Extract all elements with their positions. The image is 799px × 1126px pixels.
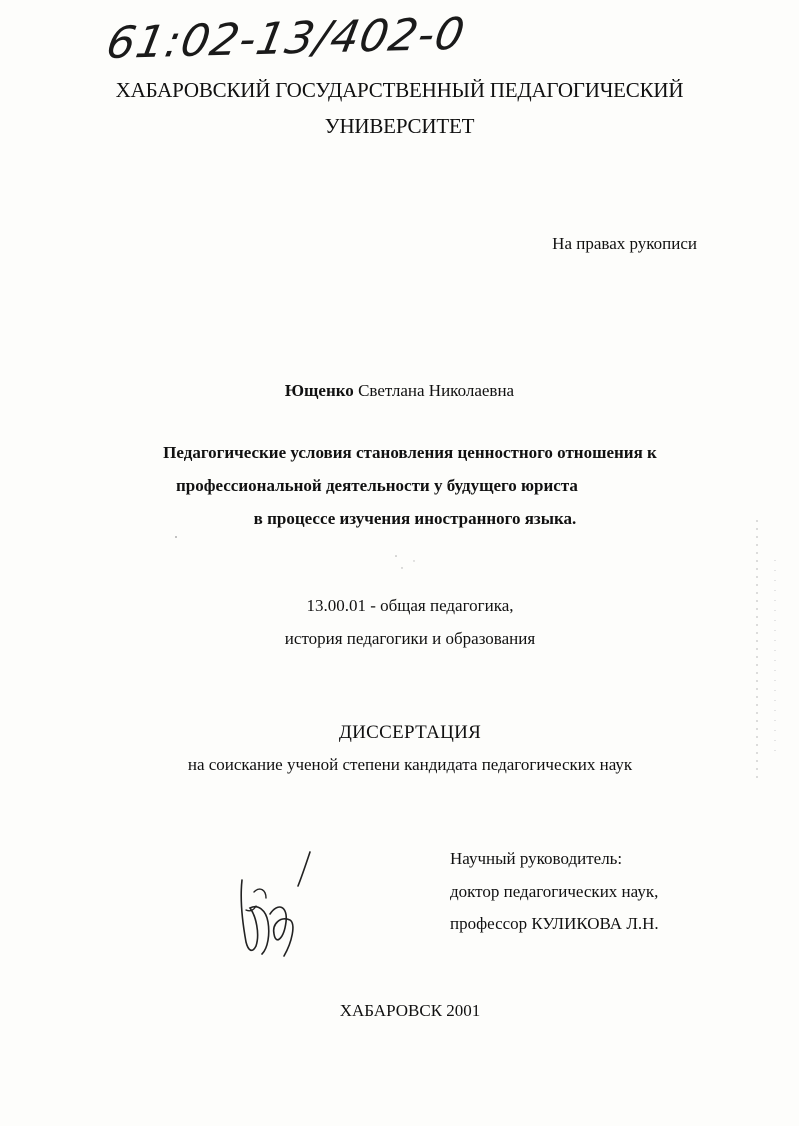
dissertation-title-line-3: в процессе изучения иностранного языка.	[253, 509, 577, 528]
author-given-names: Светлана Николаевна	[358, 381, 515, 400]
author-name	[0, 381, 799, 401]
handwritten-signature	[232, 850, 322, 960]
university-name-line-2: УНИВЕРСИТЕТ	[324, 114, 475, 138]
author-surname: Ющенко	[284, 381, 354, 400]
dissertation-subheading: на соискание ученой степени кандидата педагогических наук	[187, 755, 633, 774]
dissertation-title-line-2: профессиональной деятельности у будущего юриста	[176, 476, 578, 495]
supervisor-name: профессор КУЛИКОВА Л.Н.	[450, 914, 659, 933]
manuscript-rights-note: На правах рукописи	[552, 234, 697, 253]
city-and-year: ХАБАРОВСК 2001	[339, 1001, 481, 1020]
supervisor-label: Научный руководитель:	[450, 849, 623, 868]
dissertation-heading: ДИССЕРТАЦИЯ	[338, 722, 482, 743]
supervisor-degree: доктор педагогических наук,	[450, 882, 659, 901]
university-name-line-1: ХАБАРОВСКИЙ ГОСУДАРСТВЕННЫЙ ПЕДАГОГИЧЕСКИЙ	[115, 78, 684, 102]
specialty-name-line: история педагогики и образования	[284, 629, 536, 648]
handwritten-catalog-number: 61:02-13/402-0	[102, 8, 470, 69]
dissertation-title-line-1: Педагогические условия становления ценностного отношения к	[163, 443, 657, 462]
specialty-code-line: 13.00.01 - общая педагогика,	[306, 596, 514, 615]
